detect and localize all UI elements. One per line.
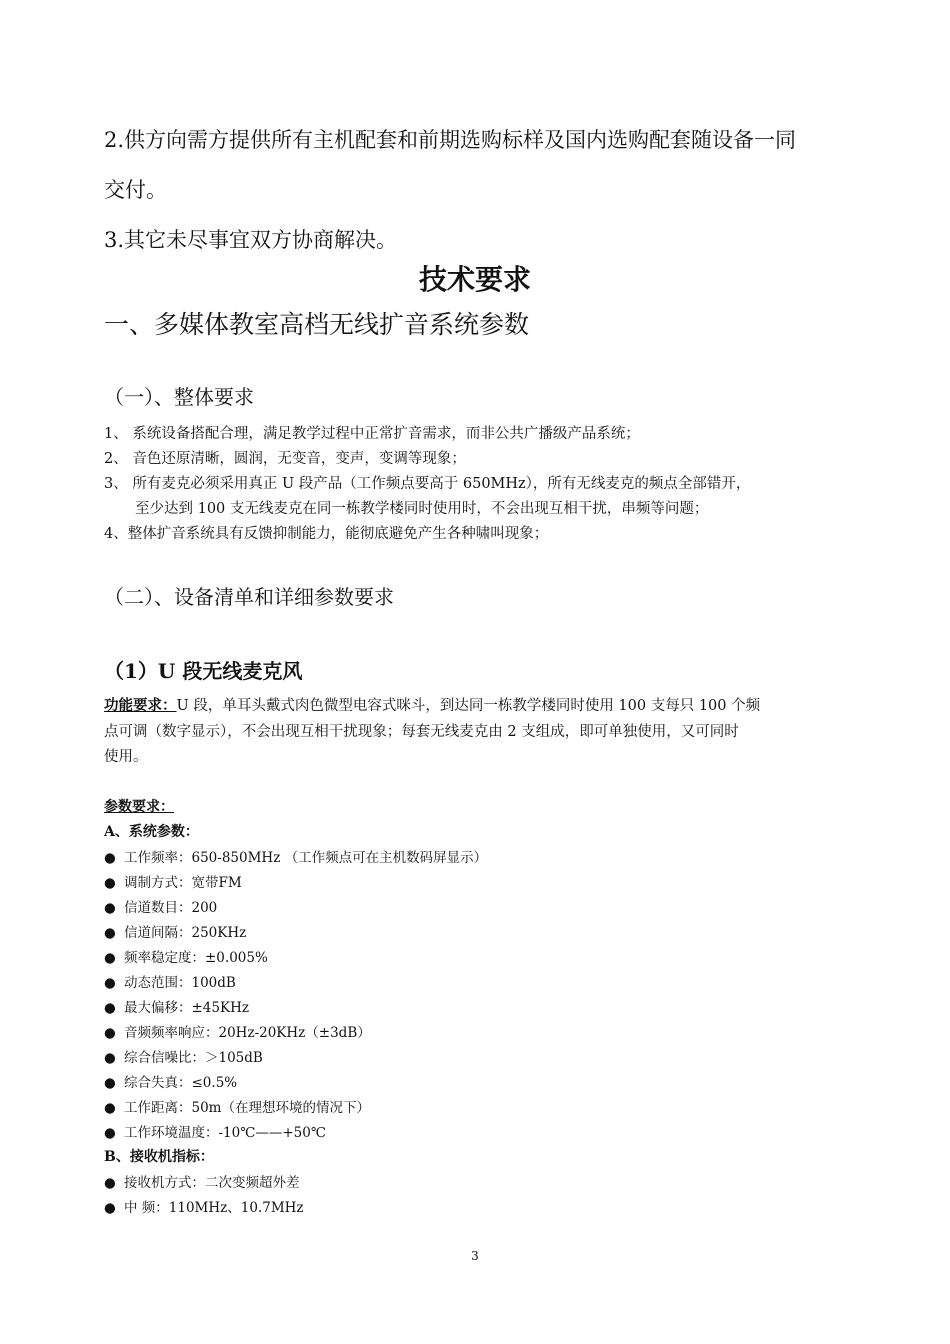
system-param-item: ● 最大偏移：±45KHz bbox=[104, 1000, 249, 1016]
bullet-icon: ● bbox=[104, 850, 116, 866]
overall-item-1: 1、 系统设备搭配合理，满足教学过程中正常扩音需求，而非公共广播级产品系统； bbox=[104, 426, 640, 442]
function-requirement-label: 功能要求： bbox=[104, 697, 177, 714]
bullet-icon: ● bbox=[104, 1000, 116, 1016]
system-param-item: ● 频率稳定度：±0.005% bbox=[104, 950, 268, 966]
overall-item-2: 2、 音色还原清晰，圆润，无变音，变声，变调等现象； bbox=[104, 451, 466, 467]
function-requirement-line-2: 点可调（数字显示），不会出现互相干扰现象；每套无线麦克由 2 支组成，即可单独使用，又可同时 bbox=[104, 724, 739, 740]
overall-item-3: 3、 所有麦克必须采用真正 U 段产品（工作频点要高于 650MHz），所有无线麦克的频点全部错开， bbox=[104, 476, 751, 492]
bullet-icon: ● bbox=[104, 1200, 116, 1216]
page-title: 技术要求 bbox=[418, 263, 531, 296]
bullet-icon: ● bbox=[104, 1050, 116, 1066]
page-number: 3 bbox=[471, 1249, 479, 1263]
bullet-icon: ● bbox=[104, 925, 116, 941]
intro-item-3: 3.其它未尽事宜双方协商解决。 bbox=[104, 228, 398, 252]
overall-item-3-cont: 至少达到 100 支无线麦克在同一栋教学楼同时使用时，不会出现互相干扰，串频等问题； bbox=[135, 501, 709, 517]
receiver-spec-item: ● 中 频：110MHz、10.7MHz bbox=[104, 1200, 304, 1216]
function-requirement-line-1 bbox=[104, 694, 760, 715]
system-param-item: ● 调制方式：宽带FM bbox=[104, 875, 242, 891]
system-param-item: ● 音频频率响应：20Hz-20KHz（±3dB） bbox=[104, 1025, 371, 1041]
intro-item-2-line-2: 交付。 bbox=[104, 178, 167, 202]
item-heading-wireless-mic: （1）U 段无线麦克风 bbox=[104, 659, 303, 683]
overall-item-4: 4、整体扩音系统具有反馈抑制能力，能彻底避免产生各种啸叫现象； bbox=[104, 526, 549, 542]
section-heading: 一、多媒体教室高档无线扩音系统参数 bbox=[104, 310, 530, 339]
bullet-icon: ● bbox=[104, 900, 116, 916]
system-param-item: ● 动态范围：100dB bbox=[104, 975, 236, 991]
bullet-icon: ● bbox=[104, 1175, 116, 1191]
bullet-icon: ● bbox=[104, 975, 116, 991]
bullet-icon: ● bbox=[104, 1025, 116, 1041]
system-param-item: ● 信道数目：200 bbox=[104, 900, 218, 916]
system-param-item: ● 综合失真：≤0.5% bbox=[104, 1075, 238, 1091]
intro-item-2-line-1: 2.供方向需方提供所有主机配套和前期选购标样及国内选购配套随设备一同 bbox=[104, 128, 797, 152]
bullet-icon: ● bbox=[104, 950, 116, 966]
subsection-heading-overall: （一）、整体要求 bbox=[104, 385, 254, 409]
param-requirement-label: 参数要求： bbox=[104, 799, 174, 815]
system-param-item: ● 综合信噪比：＞105dB bbox=[104, 1050, 263, 1066]
function-requirement-line-3: 使用。 bbox=[104, 749, 148, 765]
receiver-spec-label: B、接收机指标： bbox=[104, 1149, 214, 1165]
system-param-item: ● 工作频率：650-850MHz （工作频点可在主机数码屏显示） bbox=[104, 850, 488, 866]
receiver-spec-item: ● 接收机方式：二次变频超外差 bbox=[104, 1175, 300, 1191]
bullet-icon: ● bbox=[104, 1075, 116, 1091]
function-requirement-text: U 段，单耳头戴式肉色微型电容式咪斗，到达同一栋教学楼同时使用 100 支每只 100 个频 bbox=[176, 698, 761, 714]
bullet-icon: ● bbox=[104, 1100, 116, 1116]
system-param-item: ● 工作距离：50m（在理想环境的情况下） bbox=[104, 1100, 370, 1116]
system-params-label: A、系统参数： bbox=[104, 824, 199, 840]
bullet-icon: ● bbox=[104, 1125, 116, 1141]
subsection-heading-equipment: （二）、设备清单和详细参数要求 bbox=[104, 585, 394, 609]
system-param-item: ● 信道间隔：250KHz bbox=[104, 925, 247, 941]
bullet-icon: ● bbox=[104, 875, 116, 891]
system-param-item: ● 工作环境温度：-10℃——+50℃ bbox=[104, 1125, 326, 1141]
